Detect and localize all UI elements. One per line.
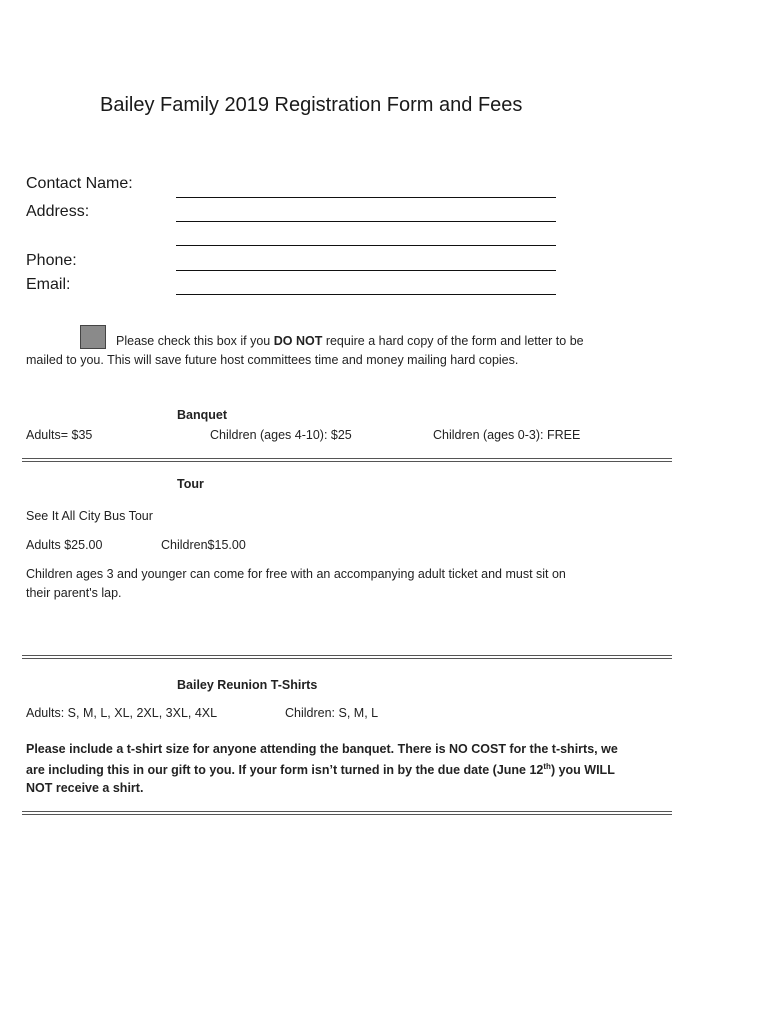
tour-note-line2: their parent's lap. — [26, 586, 122, 600]
no-hard-copy-checkbox[interactable] — [80, 325, 106, 349]
tour-adults-price: Adults $25.00 — [26, 538, 103, 552]
tshirts-adult-sizes: Adults: S, M, L, XL, 2XL, 3XL, 4XL — [26, 706, 218, 720]
tshirts-note-line1: Please include a t-shirt size for anyone attending the banquet. There is NO COST for the t-shirts, we — [26, 742, 618, 756]
checkbox-note-line2: mailed to you. This will save future host committees time and money mailing hard copies. — [26, 353, 519, 367]
email-label: Email: — [26, 276, 71, 293]
phone-label: Phone: — [26, 252, 77, 269]
tour-name: See It All City Bus Tour — [26, 509, 153, 523]
phone-field[interactable] — [176, 270, 556, 271]
page-title: Bailey Family 2019 Registration Form and Fees — [100, 94, 523, 116]
checkbox-note-emphasis: DO NOT — [273, 334, 323, 348]
checkbox-note-text-post: require a hard copy of the form and letter to be — [322, 334, 584, 348]
address-field-line2[interactable] — [176, 245, 556, 246]
checkbox-note-text-pre: Please check this box if you — [116, 334, 274, 348]
banquet-children-0-3-price: Children (ages 0-3): FREE — [433, 428, 581, 442]
tour-heading: Tour — [177, 477, 204, 491]
tshirts-note-line2 — [26, 762, 615, 777]
section-divider-tour — [22, 655, 672, 659]
tshirts-note-text-post: ) you WILL — [550, 763, 615, 778]
tour-note-line1: Children ages 3 and younger can come for free with an accompanying adult ticket and must sit on — [26, 567, 566, 581]
tshirts-heading: Bailey Reunion T-Shirts — [177, 678, 318, 692]
checkbox-note-line1 — [116, 334, 584, 348]
banquet-adults-price: Adults= $35 — [26, 428, 93, 442]
address-label: Address: — [26, 203, 90, 220]
address-field-line1[interactable] — [176, 221, 556, 222]
section-divider-tshirts — [22, 811, 672, 815]
contact-name-field[interactable] — [176, 197, 556, 198]
tshirts-children-sizes: Children: S, M, L — [285, 706, 379, 720]
banquet-heading: Banquet — [177, 408, 227, 422]
tour-children-price: Children$15.00 — [161, 538, 246, 552]
section-divider-banquet — [22, 458, 672, 462]
tshirts-note-text-pre: are including this in our gift to you. If your form isn’t turned in by the due date (June 12 — [26, 763, 544, 778]
contact-name-label: Contact Name: — [26, 175, 133, 192]
banquet-children-4-10-price: Children (ages 4-10): $25 — [210, 428, 352, 442]
tshirts-note-line3: NOT receive a shirt. — [26, 781, 144, 795]
tshirts-note-superscript: th — [543, 762, 551, 771]
email-field[interactable] — [176, 294, 556, 295]
